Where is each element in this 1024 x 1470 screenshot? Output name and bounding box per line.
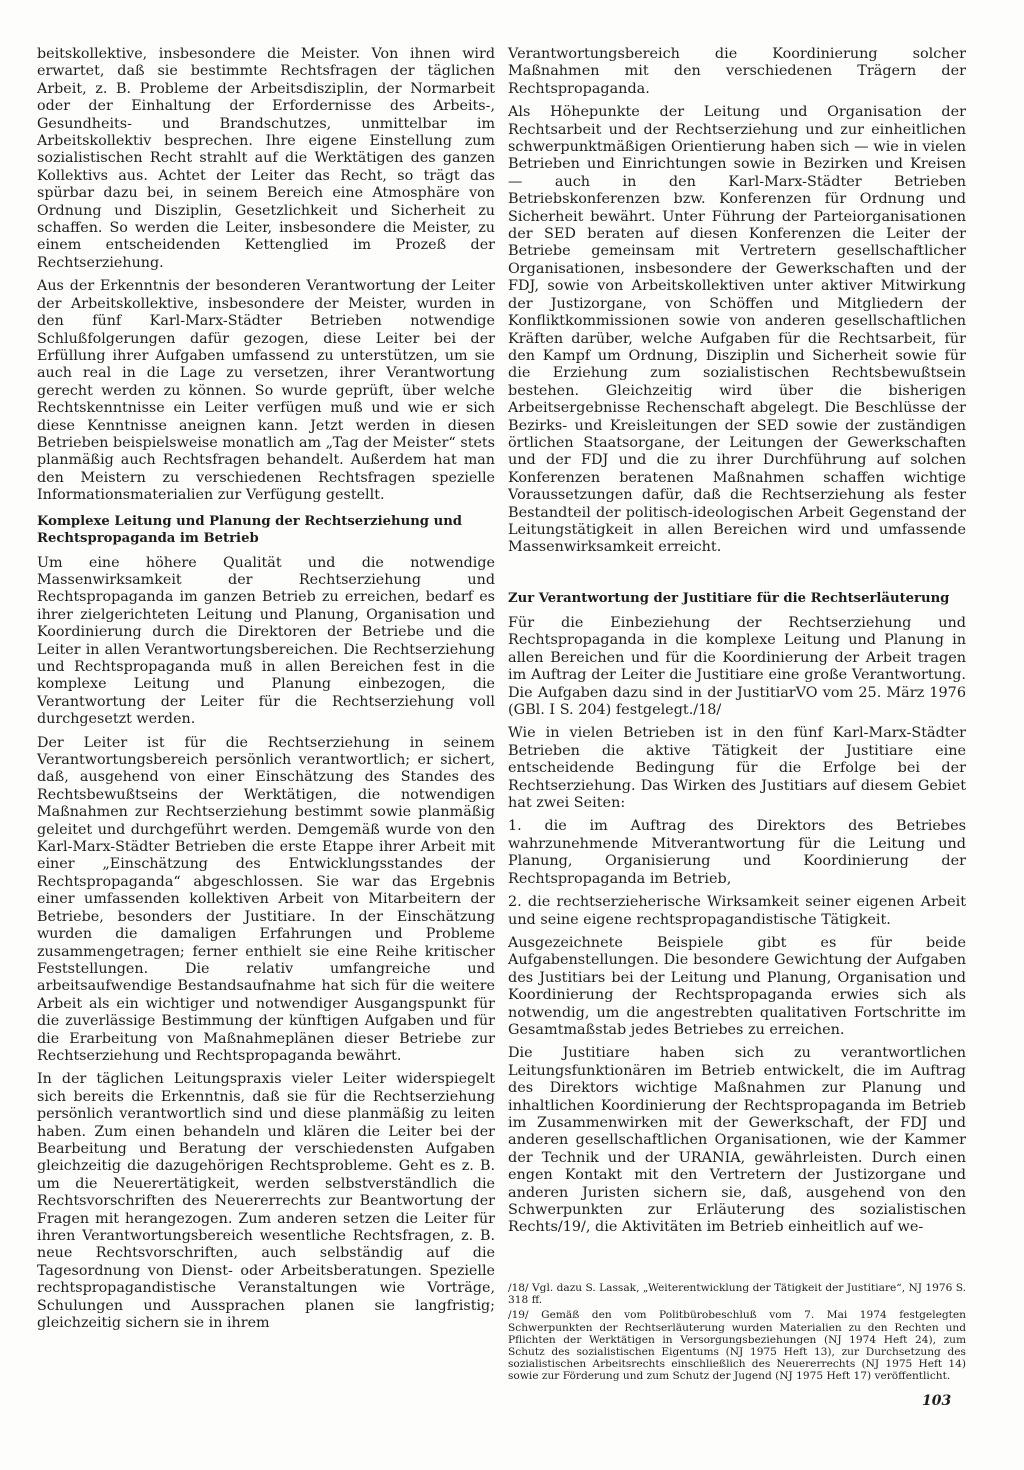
section-heading-justitiare: Zur Verantwortung der Justitiare für die Rechtserläuterung <box>508 591 950 606</box>
footnotes <box>508 1282 966 1386</box>
page-number: 103 <box>922 1393 952 1409</box>
right-column-upper <box>508 46 966 563</box>
footnote-18: /18/ Vgl. dazu S. Lassak, „Weiterentwicklung der Tätigkeit der Justitiare“, NJ 1976 S. 318 ff. <box>508 1282 966 1307</box>
right-paragraph-1: Verantwortungsbereich die Koordinierung solcher Maßnahmen mit den verschiedenen Trägern der Rechtspropaganda. <box>508 46 966 97</box>
list-item-2: 2. die rechtserzieherische Wirksamkeit seiner eigenen Arbeit und seine eigene rechtspropagandistische Tätigkeit. <box>508 894 966 928</box>
right-paragraph-5: Ausgezeichnete Beispiele gibt es für beide Aufgabenstellungen. Die besondere Gewichtung der Aufgaben des Justitiars bei der Leitung und Planung, Organisation und Koordinierung der Rechtspropaganda erwies sich als notwendig, um die angestrebten qualitativen Fortschritte im Gesamtmaßstab jedes Betriebes zu erreichen. <box>508 934 966 1038</box>
left-paragraph-2: Aus der Erkenntnis der besonderen Verantwortung der Leiter der Arbeitskollektive, insbesondere der Meister, wurden in den fünf Karl-Marx-Städter Betrieben notwendige Schlußfolgerungen dafür gezogen, diese Leiter bei der Erfüllung ihrer Aufgaben umfassend zu unterstützen, um sie auch real in die Lage zu versetzen, ihrer Verantwortung gerecht werden zu können. So wurde geprüft, über welche Rechtskenntnisse ein Leiter verfügen muß und wie er sich diese Kenntnisse aneignen kann. Jetzt werden in diesen Betrieben beispielsweise monatlich am „Tag der Meister“ stets planmäßig auch Rechtsfragen behandelt. Außerdem hat man den Meistern zu verschiedenen Rechtsfragen spezielle Informationsmaterialien zur Verfügung gestellt. <box>37 278 495 504</box>
list-item-1: 1. die im Auftrag des Direktors des Betriebes wahrzunehmende Mitverantwortung für die Leitung und Planung, Organisierung und Koordinierung der Rechtspropaganda im Betrieb, <box>508 818 966 887</box>
right-paragraph-4: Wie in vielen Betrieben ist in den fünf Karl-Marx-Städter Betrieben die aktive Tätigkeit der Justitiare eine entscheidende Bedingung für die Erfolge bei der Rechtserziehung. Das Wirken des Justitiars auf diesem Gebiet hat zwei Seiten: <box>508 725 966 812</box>
footnote-19: /19/ Gemäß den vom Politbürobeschluß vom 7. Mai 1974 festgelegten Schwerpunkten der Rechtserläuterung wurden Materialien zu den Rechten und Pflichten der Werktätigen in Versorgungsbeziehungen (NJ 1974 Heft 24), zum Schutz des sozialistischen Eigentums (NJ 1975 Heft 13), zur Durchsetzung des sozialistischen Arbeitsrechts einschließlich des Neuererrechts (NJ 1975 Heft 14) sowie zur Förderung und zum Schutz der Jugend (NJ 1975 Heft 17) veröffentlicht. <box>508 1309 966 1383</box>
left-paragraph-1: beitskollektive, insbesondere die Meister. Von ihnen wird erwartet, daß sie bestimmte Rechtsfragen der täglichen Arbeit, z. B. Probleme der Arbeitsdisziplin, der Normarbeit oder der Einhaltung der Erfordernisse des Arbeits-, Gesundheits- und Brandschutzes, unmittelbar im Arbeitskollektiv besprechen. Ihre eigene Einstellung zum sozialistischen Recht strahlt auf die Werktätigen des ganzen Kollektivs aus. Achtet der Leiter das Recht, so trägt das spürbar dazu bei, in seinem Bereich eine Atmosphäre von Ordnung und Disziplin, Gesetzlichkeit und Sicherheit zu schaffen. So werden die Leiter, insbesondere die Meister, zu einem entscheidenden Kettenglied im Prozeß der Rechtserziehung. <box>37 46 495 271</box>
left-paragraph-3: Um eine höhere Qualität und die notwendige Massenwirksamkeit der Rechtserziehung und Rechtspropaganda im ganzen Betrieb zu erreichen, bedarf es ihrer zielgerichteten Leitung und Planung, Organisation und Koordinierung durch die Direktoren der Betriebe und die Leiter in allen Verantwortungsbereichen. Die Rechtserziehung und Rechtspropaganda muß in allen Bereichen fest in die komplexe Leitung und Planung einbezogen, die Verantwortung der Leiter für die Rechtserziehung voll durchgesetzt werden. <box>37 554 495 728</box>
left-paragraph-5: In der täglichen Leitungspraxis vieler Leiter widerspiegelt sich bereits die Erkenntnis, daß sie für die Rechtserziehung persönlich verantwortlich sind und diese planmäßig zu leiten haben. Zum einen behandeln und klären die Leiter bei der Bearbeitung und Beratung der verschiedensten Aufgaben gleichzeitig die dazugehörigen Rechtsprobleme. Geht es z. B. um die Neuerertätigkeit, werden selbstverständlich die Rechtsvorschriften des Neuererrechts zur Beantwortung der Fragen mit herangezogen. Zum anderen setzen die Leiter für ihren Verantwortungsbereich wesentliche Rechtsfragen, z. B. neue Rechtsvorschriften, auch selbständig auf die Tagesordnung von Dienst- oder Arbeitsberatungen. Spezielle rechtspropagandistische Veranstaltungen wie Vorträge, Schulungen und Aussprachen planen sie langfristig; gleichzeitig sichern sie in ihrem <box>37 1071 495 1332</box>
right-paragraph-2: Als Höhepunkte der Leitung und Organisation der Rechtsarbeit und der Rechtserziehung und zur einheitlichen schwerpunktmäßigen Orientierung haben sich — wie in vielen Betrieben und Einrichtungen sowie in Bezirken und Kreisen — auch in den Karl-Marx-Städter Betrieben Betriebskonferenzen bzw. Konferenzen für Ordnung und Sicherheit bewährt. Unter Führung der Parteiorganisationen der SED beraten auf diesen Konferenzen die Leiter der Betriebe gemeinsam mit Vertretern gesellschaftlicher Organisationen, insbesondere der Gewerkschaften und der FDJ, sowie von Arbeitskollektiven unter aktiver Mitwirkung der Justizorgane, von Schöffen und Mitgliedern der Konfliktkommissionen sowie von anderen gesellschaftlichen Kräften darüber, welche Aufgaben für die Rechtsarbeit, für den Kampf um Ordnung, Disziplin und Sicherheit sowie für die Erziehung zum sozialistischen Rechtsbewußtsein bestehen. Gleichzeitig wird über die bisherigen Arbeitsergebnisse Rechenschaft abgelegt. Die Beschlüsse der Bezirks- und Kreisleitungen der SED sowie der zuständigen örtlichen Staatsorgane, der Leitungen der Gewerkschaften und der FDJ und die zu ihrer Durchführung auf solchen Konferenzen beratenen Maßnahmen schaffen wichtige Voraussetzungen dafür, daß die Rechtserziehung als fester Bestandteil der politisch-ideologischen Arbeit Gegenstand der Leitungstätigkeit in allen Bereichen wird und umfassende Massenwirksamkeit erreicht. <box>508 104 966 556</box>
left-column <box>37 46 495 1338</box>
left-paragraph-4: Der Leiter ist für die Rechtserziehung in seinem Verantwortungsbereich persönlich verantwortlich; er sichert, daß, ausgehend von einer Einschätzung des Standes des Rechtsbewußtseins der Werktätigen, die notwendigen Maßnahmen zur Rechtserziehung bestimmt sowie planmäßig geleitet und durchgeführt werden. Demgemäß wurde von den Karl-Marx-Städter Betrieben die erste Etappe ihrer Arbeit mit einer „Einschätzung des Entwicklungsstandes der Rechtspropaganda“ abgeschlossen. Sie war das Ergebnis einer umfassenden kollektiven Arbeit von Mitarbeitern der Betriebe, besonders der Justitiare. In der Einschätzung wurden die damaligen Erfahrungen und Probleme zusammengetragen; ferner enthielt sie eine Reihe kritischer Feststellungen. Die relativ umfangreiche und arbeitsaufwendige Bestandsaufnahme hat sich für die weitere Arbeit als ein wichtiger und notwendiger Ausgangspunkt für die zuverlässige Bestimmung der künftigen Aufgaben und für die Erarbeitung von Maßnahmeplänen dieser Betriebe zur Rechtserziehung und Rechtspropaganda bewährt. <box>37 734 495 1064</box>
right-column-lower <box>508 582 966 1243</box>
section-heading-komplexe-leitung: Komplexe Leitung und Planung der Rechtserziehung und Rechtspropaganda im Betrieb <box>37 513 463 546</box>
right-paragraph-3: Für die Einbeziehung der Rechtserziehung und Rechtspropaganda in die komplexe Leitung und Planung in allen Bereichen und für die Koordinierung der Arbeit tragen im Auftrag der Leiter die Justitiare eine große Verantwortung. Die Aufgaben dazu sind in der JustitiarVO vom 25. März 1976 (GBl. I S. 204) festgelegt./18/ <box>508 615 966 719</box>
right-paragraph-6: Die Justitiare haben sich zu verantwortlichen Leitungsfunktionären im Betrieb entwickelt, die im Auftrag des Direktors wichtige Maßnahmen zur Planung und inhaltlichen Koordinierung der Rechtspropaganda im Betrieb im Zusammenwirken mit der Gewerkschaft, der FDJ und anderen gesellschaftlichen Organisationen, wie der Kammer der Technik und der URANIA, gewährleisten. Durch einen engen Kontakt mit den Vertretern der Justizorgane und anderen Juristen sichern sie, daß, ausgehend von den Schwerpunkten zur Erläuterung des sozialistischen Rechts/19/, die Aktivitäten im Betrieb einheitlich auf we- <box>508 1045 966 1236</box>
